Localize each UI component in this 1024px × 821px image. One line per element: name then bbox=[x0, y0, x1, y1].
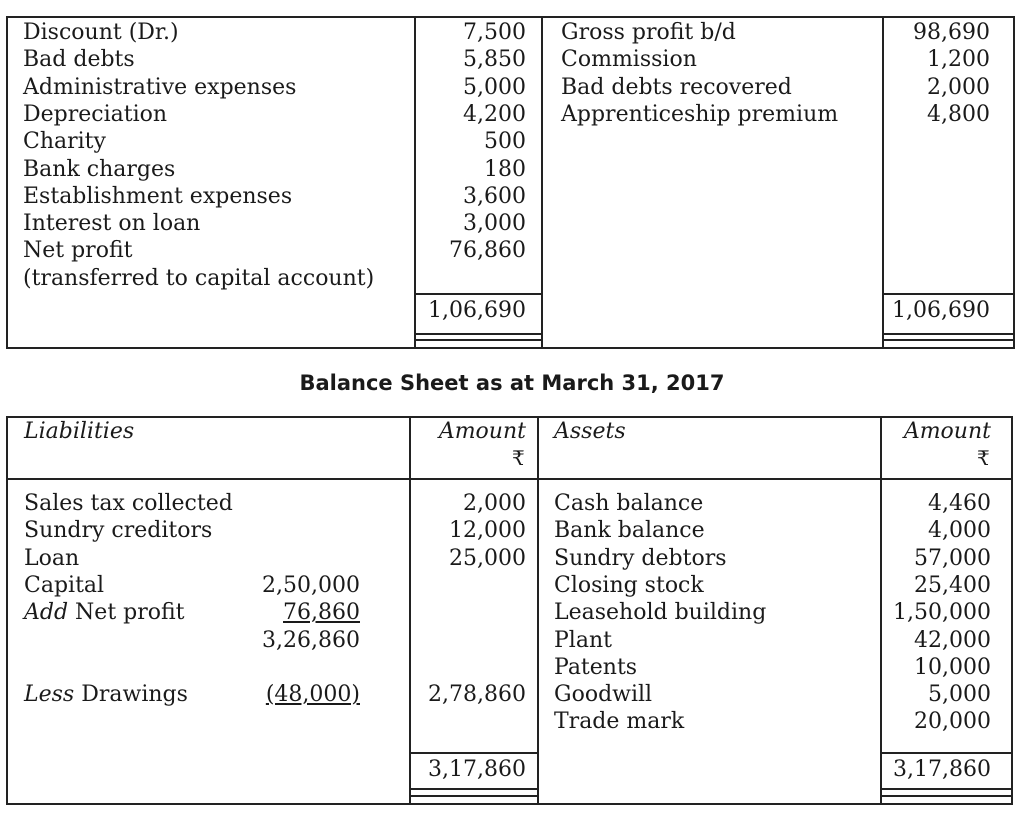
bs-total-rule-double bbox=[409, 795, 539, 797]
bs-asset-amount: 25,400 bbox=[914, 572, 991, 598]
pl-debit-label: Bank charges bbox=[23, 156, 176, 182]
pl-credit-label: Gross profit b/d bbox=[561, 20, 736, 45]
pl-debit-label: Administrative expenses bbox=[23, 74, 297, 100]
pl-debit-amount: 76,860 bbox=[449, 238, 526, 264]
pl-debit-label: Charity bbox=[23, 129, 106, 155]
pl-debit-amount: 5,850 bbox=[463, 47, 526, 73]
bs-add-net-profit-label bbox=[24, 599, 185, 626]
bs-asset-label: Leasehold building bbox=[554, 600, 767, 626]
bs-asset-amount: 57,000 bbox=[914, 545, 991, 571]
bs-drawings-amount: (48,000) bbox=[265, 682, 360, 708]
bs-divider bbox=[409, 416, 411, 805]
pl-credit-amount: 98,690 bbox=[913, 20, 990, 45]
bs-total-rule-bottom bbox=[409, 788, 539, 790]
bs-total-rule-top bbox=[880, 752, 1013, 754]
bs-header-rule bbox=[6, 478, 1013, 480]
pl-total-right: 1,06,690 bbox=[892, 298, 990, 323]
bs-asset-label: Trade mark bbox=[554, 709, 685, 735]
balance-sheet-title: Balance Sheet as at March 31, 2017 bbox=[299, 371, 725, 395]
pl-debit-label: Depreciation bbox=[23, 101, 168, 127]
bs-capital-net-amount: 2,78,860 bbox=[428, 682, 526, 708]
bs-divider bbox=[537, 416, 539, 805]
pl-debit-amount: 3,600 bbox=[463, 183, 526, 209]
bs-asset-amount: 4,000 bbox=[928, 518, 991, 544]
bs-net-profit-amount: 76,860 bbox=[283, 600, 360, 626]
pl-credit-label: Apprenticeship premium bbox=[561, 101, 839, 127]
bs-asset-label: Bank balance bbox=[554, 518, 705, 544]
pl-total-rule-bottom bbox=[882, 333, 1015, 335]
bs-total-rule-double bbox=[880, 795, 1013, 797]
rupee-symbol: ₹ bbox=[512, 446, 525, 470]
pl-debit-amount: 180 bbox=[484, 156, 526, 182]
pl-divider bbox=[414, 16, 416, 349]
bs-asset-amount: 5,000 bbox=[928, 682, 991, 708]
pl-debit-label: Net profit bbox=[23, 238, 133, 264]
pl-credit-amount: 1,200 bbox=[927, 47, 990, 73]
bs-asset-label: Patents bbox=[554, 654, 638, 680]
bs-asset-amount: 20,000 bbox=[914, 709, 991, 735]
bs-liability-label: Sundry creditors bbox=[24, 518, 213, 544]
bs-capital-subtotal: 3,26,860 bbox=[262, 627, 360, 653]
bs-header-liabilities: Liabilities bbox=[24, 419, 135, 444]
bs-total-rule-bottom bbox=[880, 788, 1013, 790]
bs-asset-amount: 4,460 bbox=[928, 491, 991, 516]
pl-credit-amount: 2,000 bbox=[927, 74, 990, 100]
pl-divider bbox=[882, 16, 884, 349]
less-rest: Drawings bbox=[74, 682, 188, 708]
bs-asset-label: Cash balance bbox=[554, 491, 704, 516]
bs-asset-label: Sundry debtors bbox=[554, 545, 727, 571]
bs-header-amount-right: Amount bbox=[903, 419, 991, 444]
pl-total-rule-double bbox=[414, 339, 543, 341]
pl-debit-label: Bad debts bbox=[23, 47, 135, 73]
pl-credit-label: Bad debts recovered bbox=[561, 74, 792, 100]
pl-debit-label: (transferred to capital account) bbox=[23, 265, 375, 291]
bs-capital-amount: 2,50,000 bbox=[262, 572, 360, 598]
bs-header-amount-left: Amount bbox=[438, 419, 526, 444]
pl-total-rule-double bbox=[882, 339, 1015, 341]
bs-liability-amount: 12,000 bbox=[449, 518, 526, 544]
bs-asset-amount: 42,000 bbox=[914, 627, 991, 653]
bs-header-assets: Assets bbox=[554, 419, 626, 444]
pl-divider bbox=[541, 16, 543, 349]
add-rest: Net profit bbox=[68, 600, 185, 626]
pl-credit-amount: 4,800 bbox=[927, 101, 990, 127]
pl-debit-amount: 4,200 bbox=[463, 101, 526, 127]
pl-debit-label: Establishment expenses bbox=[23, 183, 293, 209]
pl-credit-label: Commission bbox=[561, 47, 697, 73]
bs-asset-label: Plant bbox=[554, 627, 612, 653]
pl-total-rule-top bbox=[414, 293, 543, 295]
bs-liability-label: Loan bbox=[24, 545, 80, 571]
bs-liability-amount: 25,000 bbox=[449, 545, 526, 571]
add-word: Add bbox=[24, 600, 69, 626]
less-word: Less bbox=[24, 682, 75, 708]
bs-divider bbox=[880, 416, 882, 805]
pl-debit-label: Discount (Dr.) bbox=[23, 20, 179, 45]
bs-asset-label: Goodwill bbox=[554, 682, 653, 708]
bs-asset-amount: 10,000 bbox=[914, 654, 991, 680]
pl-debit-amount: 500 bbox=[484, 129, 526, 155]
rupee-symbol: ₹ bbox=[977, 446, 990, 470]
pl-debit-amount: 7,500 bbox=[463, 20, 526, 45]
pl-total-left: 1,06,690 bbox=[428, 298, 526, 323]
pl-debit-amount: 5,000 bbox=[463, 74, 526, 100]
bs-total-left: 3,17,860 bbox=[428, 757, 526, 782]
bs-total-right: 3,17,860 bbox=[893, 757, 991, 782]
bs-asset-amount: 1,50,000 bbox=[893, 600, 991, 626]
pl-debit-amount: 3,000 bbox=[463, 211, 526, 237]
pl-total-rule-bottom bbox=[414, 333, 543, 335]
bs-liability-amount: 2,000 bbox=[463, 491, 526, 516]
bs-asset-label: Closing stock bbox=[554, 572, 704, 598]
bs-liability-label: Sales tax collected bbox=[24, 491, 233, 516]
pl-total-rule-top bbox=[882, 293, 1015, 295]
pl-debit-label: Interest on loan bbox=[23, 211, 201, 237]
bs-liability-label: Capital bbox=[24, 572, 105, 598]
bs-total-rule-top bbox=[409, 752, 539, 754]
bs-less-drawings-label bbox=[24, 681, 188, 708]
